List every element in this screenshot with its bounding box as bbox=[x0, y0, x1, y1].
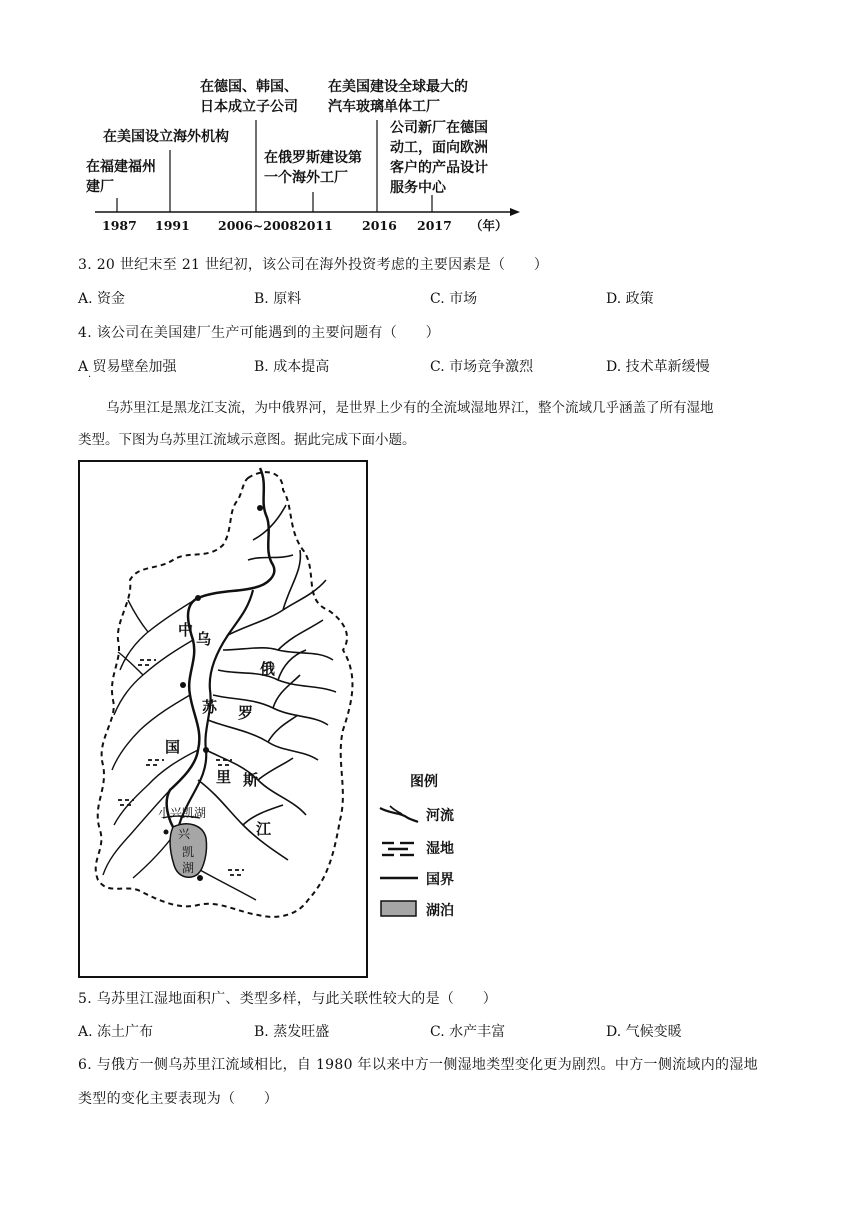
passage bbox=[78, 392, 798, 456]
label-jiang: 江 bbox=[256, 820, 272, 838]
question-3: 3. 20 世纪末至 21 世纪初，该公司在海外投资考虑的主要因素是（ ） bbox=[78, 257, 549, 273]
q4-option-b[interactable]: B. 成本提高 bbox=[254, 359, 330, 375]
q4-option-d[interactable]: D. 技术革新缓慢 bbox=[606, 359, 710, 375]
event-2011-label: 在俄罗斯建设第 一个海外工厂 bbox=[264, 150, 362, 186]
ussuri-basin-map bbox=[78, 460, 370, 980]
label-e: 俄 bbox=[260, 660, 276, 678]
year-unit: （年） bbox=[470, 218, 508, 233]
year-2011: 2011 bbox=[298, 218, 333, 233]
legend-border-label: 国界 bbox=[426, 872, 454, 888]
stray-dot: · bbox=[88, 372, 92, 383]
question-4: 4. 该公司在美国建厂生产可能遇到的主要问题有（ ） bbox=[78, 325, 440, 341]
question-6-line-2: 类型的变化主要表现为（ ） bbox=[78, 1091, 279, 1107]
event-1991-label: 在美国设立海外机构 bbox=[103, 129, 229, 145]
event-1987-label: 在福建福州 建厂 bbox=[86, 159, 156, 195]
year-2006-2008: 2006~2008 bbox=[218, 218, 299, 233]
legend-river-symbol bbox=[378, 804, 420, 826]
q4-option-c[interactable]: C. 市场竞争激烈 bbox=[430, 359, 534, 375]
q5-option-d[interactable]: D. 气候变暖 bbox=[606, 1024, 682, 1040]
label-luo: 罗 bbox=[238, 704, 254, 722]
map-frame bbox=[79, 461, 367, 977]
legend-lake-symbol bbox=[380, 900, 418, 918]
legend-lake-label: 湖泊 bbox=[426, 903, 454, 919]
year-2016: 2016 bbox=[362, 218, 397, 233]
legend-wetland-symbol bbox=[378, 838, 420, 858]
q5-option-c[interactable]: C. 水产丰富 bbox=[430, 1024, 506, 1040]
question-5: 5. 乌苏里江湿地面积广、类型多样，与此关联性较大的是（ ） bbox=[78, 991, 498, 1007]
event-2017-label: 公司新厂在德国 动工，面向欧洲 客户的产品设计 服务中心 bbox=[390, 120, 488, 196]
label-guo: 国 bbox=[165, 738, 181, 756]
legend-border-symbol bbox=[378, 870, 420, 886]
year-1991: 1991 bbox=[155, 218, 190, 233]
timeline-arrow bbox=[510, 208, 520, 216]
label-small-xingkai-lake: 小兴凯湖 bbox=[158, 806, 207, 820]
passage-line-1: 乌苏里江是黑龙江支流，为中俄界河，是世界上少有的全流域湿地界江，整个流域几乎涵盖了所有湿地 bbox=[106, 400, 714, 416]
q3-option-a[interactable]: A. 资金 bbox=[78, 291, 126, 307]
legend-river-label: 河流 bbox=[426, 808, 454, 824]
label-hu: 湖 bbox=[182, 861, 195, 875]
q3-option-b[interactable]: B. 原料 bbox=[254, 291, 302, 307]
event-2006-2008-label: 在德国、韩国、 日本成立子公司 bbox=[200, 79, 298, 115]
label-li: 里 bbox=[216, 768, 232, 786]
label-zhong: 中 bbox=[178, 621, 194, 639]
q3-option-d[interactable]: D. 政策 bbox=[606, 291, 654, 307]
legend-wetland-label: 湿地 bbox=[426, 841, 454, 857]
label-su: 苏 bbox=[202, 698, 218, 716]
year-2017: 2017 bbox=[417, 218, 452, 233]
q4-option-a[interactable]: A 贸易壁垒加强 bbox=[78, 359, 177, 375]
label-si: 斯 bbox=[243, 771, 259, 789]
legend-title: 图例 bbox=[410, 774, 438, 790]
q3-option-c[interactable]: C. 市场 bbox=[430, 291, 478, 307]
label-wu: 乌 bbox=[196, 630, 212, 648]
q5-option-a[interactable]: A. 冻土广布 bbox=[78, 1024, 154, 1040]
question-6-line-1: 6. 与俄方一侧乌苏里江流域相比，自 1980 年以来中方一侧湿地类型变化更为剧烈。中方一侧流域内的湿地 bbox=[78, 1057, 758, 1073]
event-2016-label: 在美国建设全球最大的 汽车玻璃单体工厂 bbox=[328, 79, 468, 115]
passage-line-2: 类型。下图为乌苏里江流域示意图。据此完成下面小题。 bbox=[78, 432, 416, 448]
q5-option-b[interactable]: B. 蒸发旺盛 bbox=[254, 1024, 330, 1040]
year-1987: 1987 bbox=[102, 218, 137, 233]
label-kai: 凯 bbox=[182, 845, 195, 859]
label-xing: 兴 bbox=[178, 827, 191, 841]
